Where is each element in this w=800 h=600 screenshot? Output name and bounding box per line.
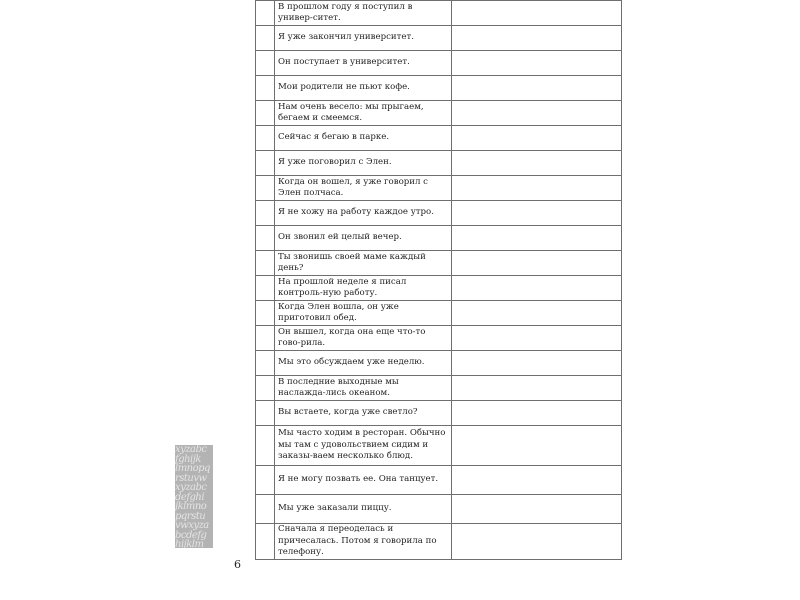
row-number-cell xyxy=(256,426,275,466)
decorative-script-line: defghi xyxy=(175,491,205,503)
table-row xyxy=(256,151,622,176)
sentence-cell: Сначала я переоделась и причесалась. Потом я говорила по телефону. xyxy=(275,524,452,560)
answer-cell[interactable] xyxy=(452,51,622,76)
table-row xyxy=(256,101,622,126)
answer-cell[interactable] xyxy=(452,351,622,376)
answer-cell[interactable] xyxy=(452,276,622,301)
table-row xyxy=(256,326,622,351)
row-number-cell xyxy=(256,226,275,251)
table-row xyxy=(256,301,622,326)
row-number-cell xyxy=(256,251,275,276)
row-number-cell xyxy=(256,351,275,376)
decorative-script-line: pqrstu xyxy=(175,510,206,522)
answer-cell[interactable] xyxy=(452,126,622,151)
table-row xyxy=(256,376,622,401)
table-row xyxy=(256,1,622,26)
sentence-cell: Я не могу позвать ее. Она танцует. xyxy=(275,466,452,495)
decorative-script-block xyxy=(175,445,213,548)
table-row xyxy=(256,226,622,251)
answer-cell[interactable] xyxy=(452,176,622,201)
answer-cell[interactable] xyxy=(452,426,622,466)
sentence-cell: Сейчас я бегаю в парке. xyxy=(275,126,452,151)
row-number-cell xyxy=(256,326,275,351)
row-number-cell xyxy=(256,466,275,495)
answer-cell[interactable] xyxy=(452,326,622,351)
row-number-cell xyxy=(256,76,275,101)
answer-cell[interactable] xyxy=(452,76,622,101)
decorative-script-line: xyzabc xyxy=(175,445,207,455)
row-number-cell xyxy=(256,126,275,151)
table-row xyxy=(256,351,622,376)
answer-cell[interactable] xyxy=(452,401,622,426)
row-number-cell xyxy=(256,201,275,226)
sentence-cell: В прошлом году я поступил в универ-ситет. xyxy=(275,1,452,26)
row-number-cell xyxy=(256,301,275,326)
sentence-cell: Вы встаете, когда уже светло? xyxy=(275,401,452,426)
table-row xyxy=(256,495,622,524)
sentence-cell: Ты звонишь своей маме каждый день? xyxy=(275,251,452,276)
page-number: 6 xyxy=(234,558,241,571)
sentence-cell: Нам очень весело: мы прыгаем, бегаем и смеемся. xyxy=(275,101,452,126)
answer-cell[interactable] xyxy=(452,376,622,401)
sentence-cell: Он вышел, когда она еще что-то гово-рила. xyxy=(275,326,452,351)
decorative-script-line: fghijk xyxy=(175,453,201,465)
sentence-cell: Когда он вошел, я уже говорил с Элен полчаса. xyxy=(275,176,452,201)
table-row xyxy=(256,276,622,301)
row-number-cell xyxy=(256,101,275,126)
table-row xyxy=(256,76,622,101)
row-number-cell xyxy=(256,176,275,201)
decorative-script-line: vwxyza xyxy=(175,520,209,531)
sentence-cell: Он звонил ей целый вечер. xyxy=(275,226,452,251)
decorative-script-line: jklmno xyxy=(175,501,207,512)
sentence-cell: Когда Элен вошла, он уже приготовил обед. xyxy=(275,301,452,326)
sentence-cell: Он поступает в университет. xyxy=(275,51,452,76)
row-number-cell xyxy=(256,495,275,524)
table-row xyxy=(256,201,622,226)
table-row xyxy=(256,26,622,51)
answer-cell[interactable] xyxy=(452,301,622,326)
answer-cell[interactable] xyxy=(452,151,622,176)
row-number-cell xyxy=(256,401,275,426)
sentence-cell: На прошлой неделе я писал контроль-ную работу. xyxy=(275,276,452,301)
sentence-cell: Я не хожу на работу каждое утро. xyxy=(275,201,452,226)
row-number-cell xyxy=(256,26,275,51)
answer-cell[interactable] xyxy=(452,466,622,495)
answer-cell[interactable] xyxy=(452,226,622,251)
answer-cell[interactable] xyxy=(452,1,622,26)
decorative-script-line: rstuvw xyxy=(175,472,207,484)
row-number-cell xyxy=(256,276,275,301)
sentence-cell: Я уже закончил университет. xyxy=(275,26,452,51)
decorative-script-line: bcdefg xyxy=(175,529,207,541)
answer-cell[interactable] xyxy=(452,201,622,226)
row-number-cell xyxy=(256,376,275,401)
table-row xyxy=(256,524,622,560)
answer-cell[interactable] xyxy=(452,524,622,560)
answer-cell[interactable] xyxy=(452,495,622,524)
row-number-cell xyxy=(256,1,275,26)
table-row xyxy=(256,426,622,466)
table-row xyxy=(256,466,622,495)
answer-cell[interactable] xyxy=(452,251,622,276)
sentence-cell: Мы это обсуждаем уже неделю. xyxy=(275,351,452,376)
sentence-cell: Мы уже заказали пиццу. xyxy=(275,495,452,524)
table-row xyxy=(256,401,622,426)
row-number-cell xyxy=(256,151,275,176)
table-row xyxy=(256,126,622,151)
answer-cell[interactable] xyxy=(452,101,622,126)
decorative-script-line: hijklm xyxy=(175,539,204,548)
row-number-cell xyxy=(256,51,275,76)
decorative-script-line: lmnopq xyxy=(175,463,210,474)
exercise-rows xyxy=(256,1,622,560)
sentence-cell: Мои родители не пьют кофе. xyxy=(275,76,452,101)
sentence-cell: Я уже поговорил с Элен. xyxy=(275,151,452,176)
decorative-script-line: xyzabc xyxy=(175,482,207,493)
answer-cell[interactable] xyxy=(452,26,622,51)
row-number-cell xyxy=(256,524,275,560)
sentence-cell: Мы часто ходим в ресторан. Обычно мы там с удовольствием сидим и заказы-ваем несколько блюд. xyxy=(275,426,452,466)
table-row xyxy=(256,251,622,276)
table-row xyxy=(256,176,622,201)
sentence-cell: В последние выходные мы наслажда-лись океаном. xyxy=(275,376,452,401)
table-row xyxy=(256,51,622,76)
exercise-table xyxy=(255,0,622,560)
